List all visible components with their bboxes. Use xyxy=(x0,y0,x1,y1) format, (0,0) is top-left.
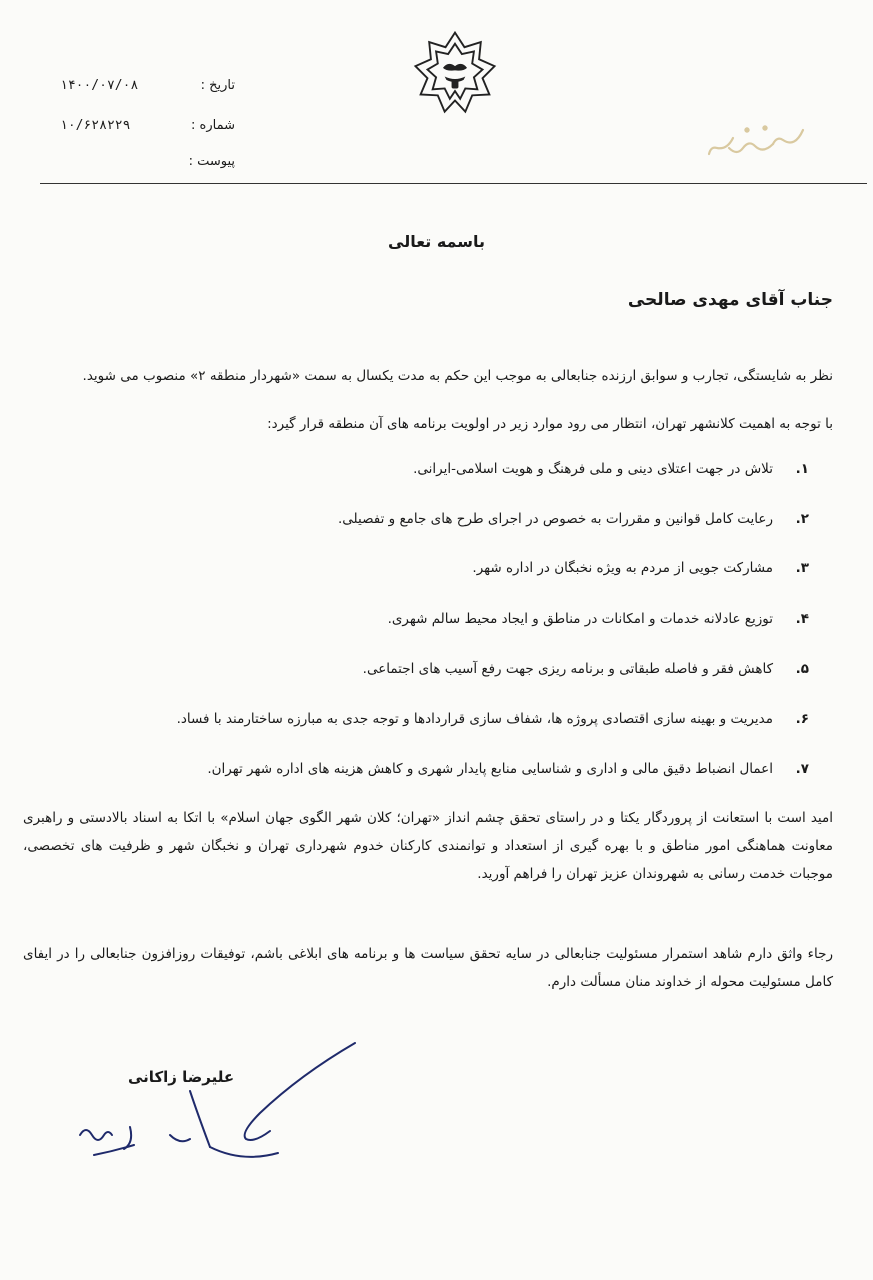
list-item-number: ۴. xyxy=(795,611,809,627)
list-item-number: ۲. xyxy=(795,511,809,527)
list-item-text: مشارکت جویی از مردم به ویژه نخبگان در اداره شهر. xyxy=(472,560,773,576)
attachment-label: پیوست : xyxy=(188,154,235,169)
faded-stamp-icon xyxy=(703,118,813,162)
intro-paragraph-1: نظر به شایستگی، تجارب و سوابق ارزنده جنابعالی به موجب این حکم به مدت یکسال به سمت «شهردار منطقه ۲» منصوب می شوید. xyxy=(82,368,833,384)
attachment-row xyxy=(55,154,235,174)
list-item-number: ۵. xyxy=(795,661,809,677)
number-row xyxy=(55,118,235,138)
list-item-text: اعمال انضباط دقیق مالی و اداری و شناسایی منابع پایدار شهری و کاهش هزینه های اداره شهر تهران. xyxy=(207,761,773,777)
number-label: شماره : xyxy=(191,118,235,133)
list-item xyxy=(69,608,809,630)
date-value: ۱۴۰۰/۰۷/۰۸ xyxy=(60,78,139,93)
closing-paragraph-2: رجاء واثق دارم شاهد استمرار مسئولیت جنابعالی در سایه تحقق سیاست ها و برنامه های ابلاغی باشم، توفیقات روزافزون جنابعالی را در ایفای کامل مسئولیت محوله از خداوند منان مسألت دارم. xyxy=(23,946,833,990)
signer-name: علیرضا زاکانی xyxy=(128,1068,235,1086)
addressee: جناب آقای مهدی صالحی xyxy=(627,290,833,310)
list-item xyxy=(69,758,809,780)
list-item-number: ۱. xyxy=(795,461,809,477)
header-divider xyxy=(40,183,867,184)
basmala-heading: باسمه تعالی xyxy=(388,232,485,251)
list-item-text: کاهش فقر و فاصله طبقاتی و برنامه ریزی جهت رفع آسیب های اجتماعی. xyxy=(362,661,773,677)
list-item-text: رعایت کامل قوانین و مقررات به خصوص در اجرای طرح های جامع و تفصیلی. xyxy=(338,511,773,527)
list-item-text: تلاش در جهت اعتلای دینی و ملی فرهنگ و هویت اسلامی-ایرانی. xyxy=(413,461,773,477)
list-item xyxy=(69,557,809,579)
list-item xyxy=(69,508,809,530)
date-row xyxy=(55,78,235,98)
list-item-text: توزیع عادلانه خدمات و امکانات در مناطق و ایجاد محیط سالم شهری. xyxy=(387,611,773,627)
handwritten-signature-icon xyxy=(70,1035,370,1175)
list-item xyxy=(69,708,809,730)
date-label: تاریخ : xyxy=(200,78,235,93)
list-item-number: ۷. xyxy=(795,761,809,777)
list-item xyxy=(69,458,809,480)
list-item-number: ۶. xyxy=(795,711,809,727)
tehran-municipality-emblem-icon xyxy=(412,30,498,116)
list-item xyxy=(69,658,809,680)
list-item-number: ۳. xyxy=(795,560,809,576)
list-item-text: مدیریت و بهینه سازی اقتصادی پروژه ها، شفاف سازی قراردادها و توجه جدی به مبارزه ساختارمند با فساد. xyxy=(176,711,773,727)
closing-paragraph-1: امید است با استعانت از پروردگار یکتا و در راستای تحقق چشم انداز «تهران؛ کلان شهر الگوی جهان اسلام» با اتکا به اسناد بالادستی و راهبری معاونت هماهنگی امور مناطق و با بهره گیری از استعداد و توانمندی کارکنان خدوم شهرداری تهران و نخبگان شهر و ظرفیت های تخصصی، موجبات خدمت رسانی به شهروندان عزیز تهران را فراهم آورید. xyxy=(23,810,833,882)
number-value: ۱۰/۶۲۸۲۲۹ xyxy=(60,118,131,133)
intro-paragraph-2: با توجه به اهمیت کلانشهر تهران، انتظار می رود موارد زیر در اولویت برنامه های آن منطقه قرار گیرد: xyxy=(267,416,833,432)
